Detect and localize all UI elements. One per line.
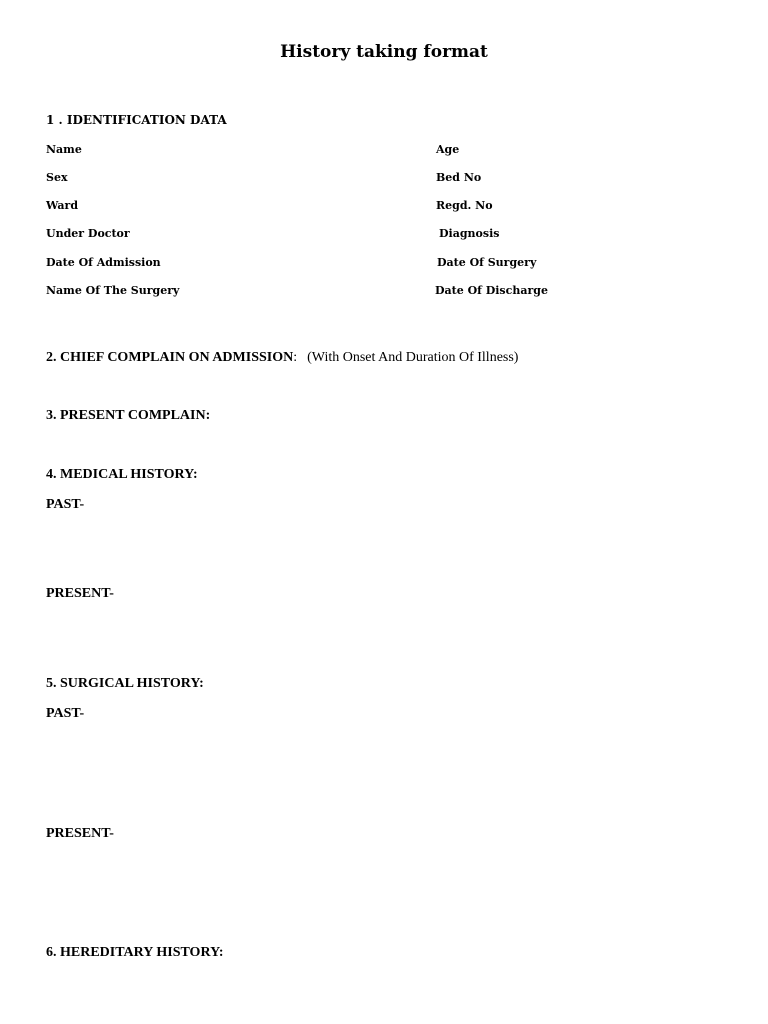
chief-complain-heading: 2. CHIEF COMPLAIN ON ADMISSION — [46, 350, 294, 365]
field-date-of-surgery-label: Date Of Surgery — [437, 256, 537, 269]
field-ward-label: Ward — [46, 199, 79, 212]
field-name-of-surgery-label: Name Of The Surgery — [46, 284, 180, 297]
chief-complain-line — [46, 348, 518, 365]
surgical-history-past-label: PAST- — [46, 706, 85, 721]
medical-history-past-label: PAST- — [46, 497, 85, 512]
document-title: History taking format — [280, 42, 488, 62]
medical-history-heading: 4. MEDICAL HISTORY: — [46, 467, 198, 482]
chief-complain-note: (With Onset And Duration Of Illness) — [307, 350, 519, 365]
field-name-label: Name — [46, 143, 82, 156]
field-diagnosis-label: Diagnosis — [439, 227, 500, 240]
field-sex-label: Sex — [46, 171, 68, 184]
field-date-of-discharge-label: Date Of Discharge — [435, 284, 548, 297]
field-under-doctor-label: Under Doctor — [46, 227, 130, 240]
chief-complain-colon: : — [293, 350, 298, 365]
hereditary-history-heading: 6. HEREDITARY HISTORY: — [46, 945, 224, 960]
field-regd-no-label: Regd. No — [436, 199, 493, 212]
field-age-label: Age — [436, 143, 460, 156]
surgical-history-present-label: PRESENT- — [46, 826, 114, 841]
field-bed-no-label: Bed No — [436, 171, 482, 184]
present-complain-heading: 3. PRESENT COMPLAIN: — [46, 408, 211, 423]
medical-history-present-label: PRESENT- — [46, 586, 114, 601]
identification-heading: 1 . IDENTIFICATION DATA — [46, 113, 227, 127]
field-date-of-admission-label: Date Of Admission — [46, 256, 161, 269]
surgical-history-heading: 5. SURGICAL HISTORY: — [46, 676, 204, 691]
